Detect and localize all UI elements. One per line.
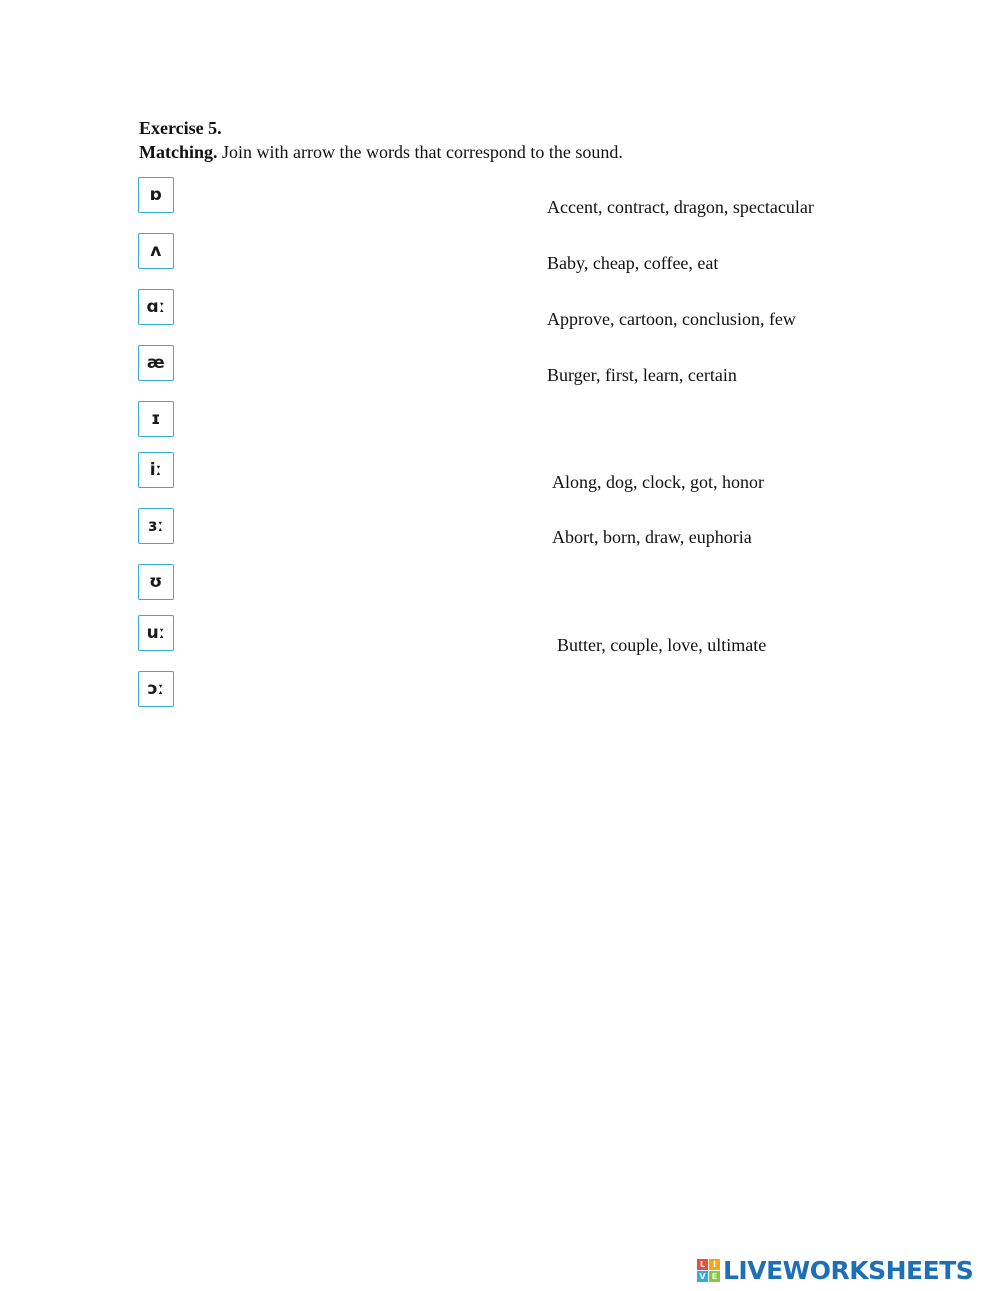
word-group-7[interactable]: Butter, couple, love, ultimate	[557, 635, 767, 655]
logo-squares-icon	[697, 1259, 720, 1282]
logo-text: LIVEWORKSHEETS	[723, 1255, 974, 1285]
word-group-6[interactable]: Abort, born, draw, euphoria	[552, 527, 752, 547]
sound-box-9[interactable]: uː	[138, 615, 174, 651]
sound-box-1[interactable]: ɒ	[138, 177, 174, 213]
liveworksheets-logo	[697, 1255, 973, 1285]
word-group-1[interactable]: Accent, contract, dragon, spectacular	[547, 197, 814, 217]
instruction-text: Join with arrow the words that correspond to the sound.	[217, 142, 623, 162]
logo-letter-l: L	[697, 1259, 708, 1270]
sound-box-4[interactable]: æ	[138, 345, 174, 381]
sound-box-6[interactable]: iː	[138, 452, 174, 488]
sound-box-10[interactable]: ɔː	[138, 671, 174, 707]
sound-box-5[interactable]: ɪ	[138, 401, 174, 437]
exercise-instruction	[139, 141, 623, 163]
word-group-2[interactable]: Baby, cheap, coffee, eat	[547, 253, 719, 273]
logo-letter-v: V	[697, 1271, 708, 1282]
logo-letter-e: E	[709, 1271, 720, 1282]
word-group-3[interactable]: Approve, cartoon, conclusion, few	[547, 309, 796, 329]
sound-box-7[interactable]: ɜː	[138, 508, 174, 544]
exercise-title: Exercise 5.	[139, 118, 222, 138]
sound-box-3[interactable]: ɑː	[138, 289, 174, 325]
word-group-4[interactable]: Burger, first, learn, certain	[547, 365, 737, 385]
sound-box-2[interactable]: ʌ	[138, 233, 174, 269]
instruction-bold: Matching.	[139, 142, 218, 162]
logo-letter-i: I	[709, 1259, 720, 1270]
word-group-5[interactable]: Along, dog, clock, got, honor	[552, 472, 764, 492]
sound-box-8[interactable]: ʊ	[138, 564, 174, 600]
